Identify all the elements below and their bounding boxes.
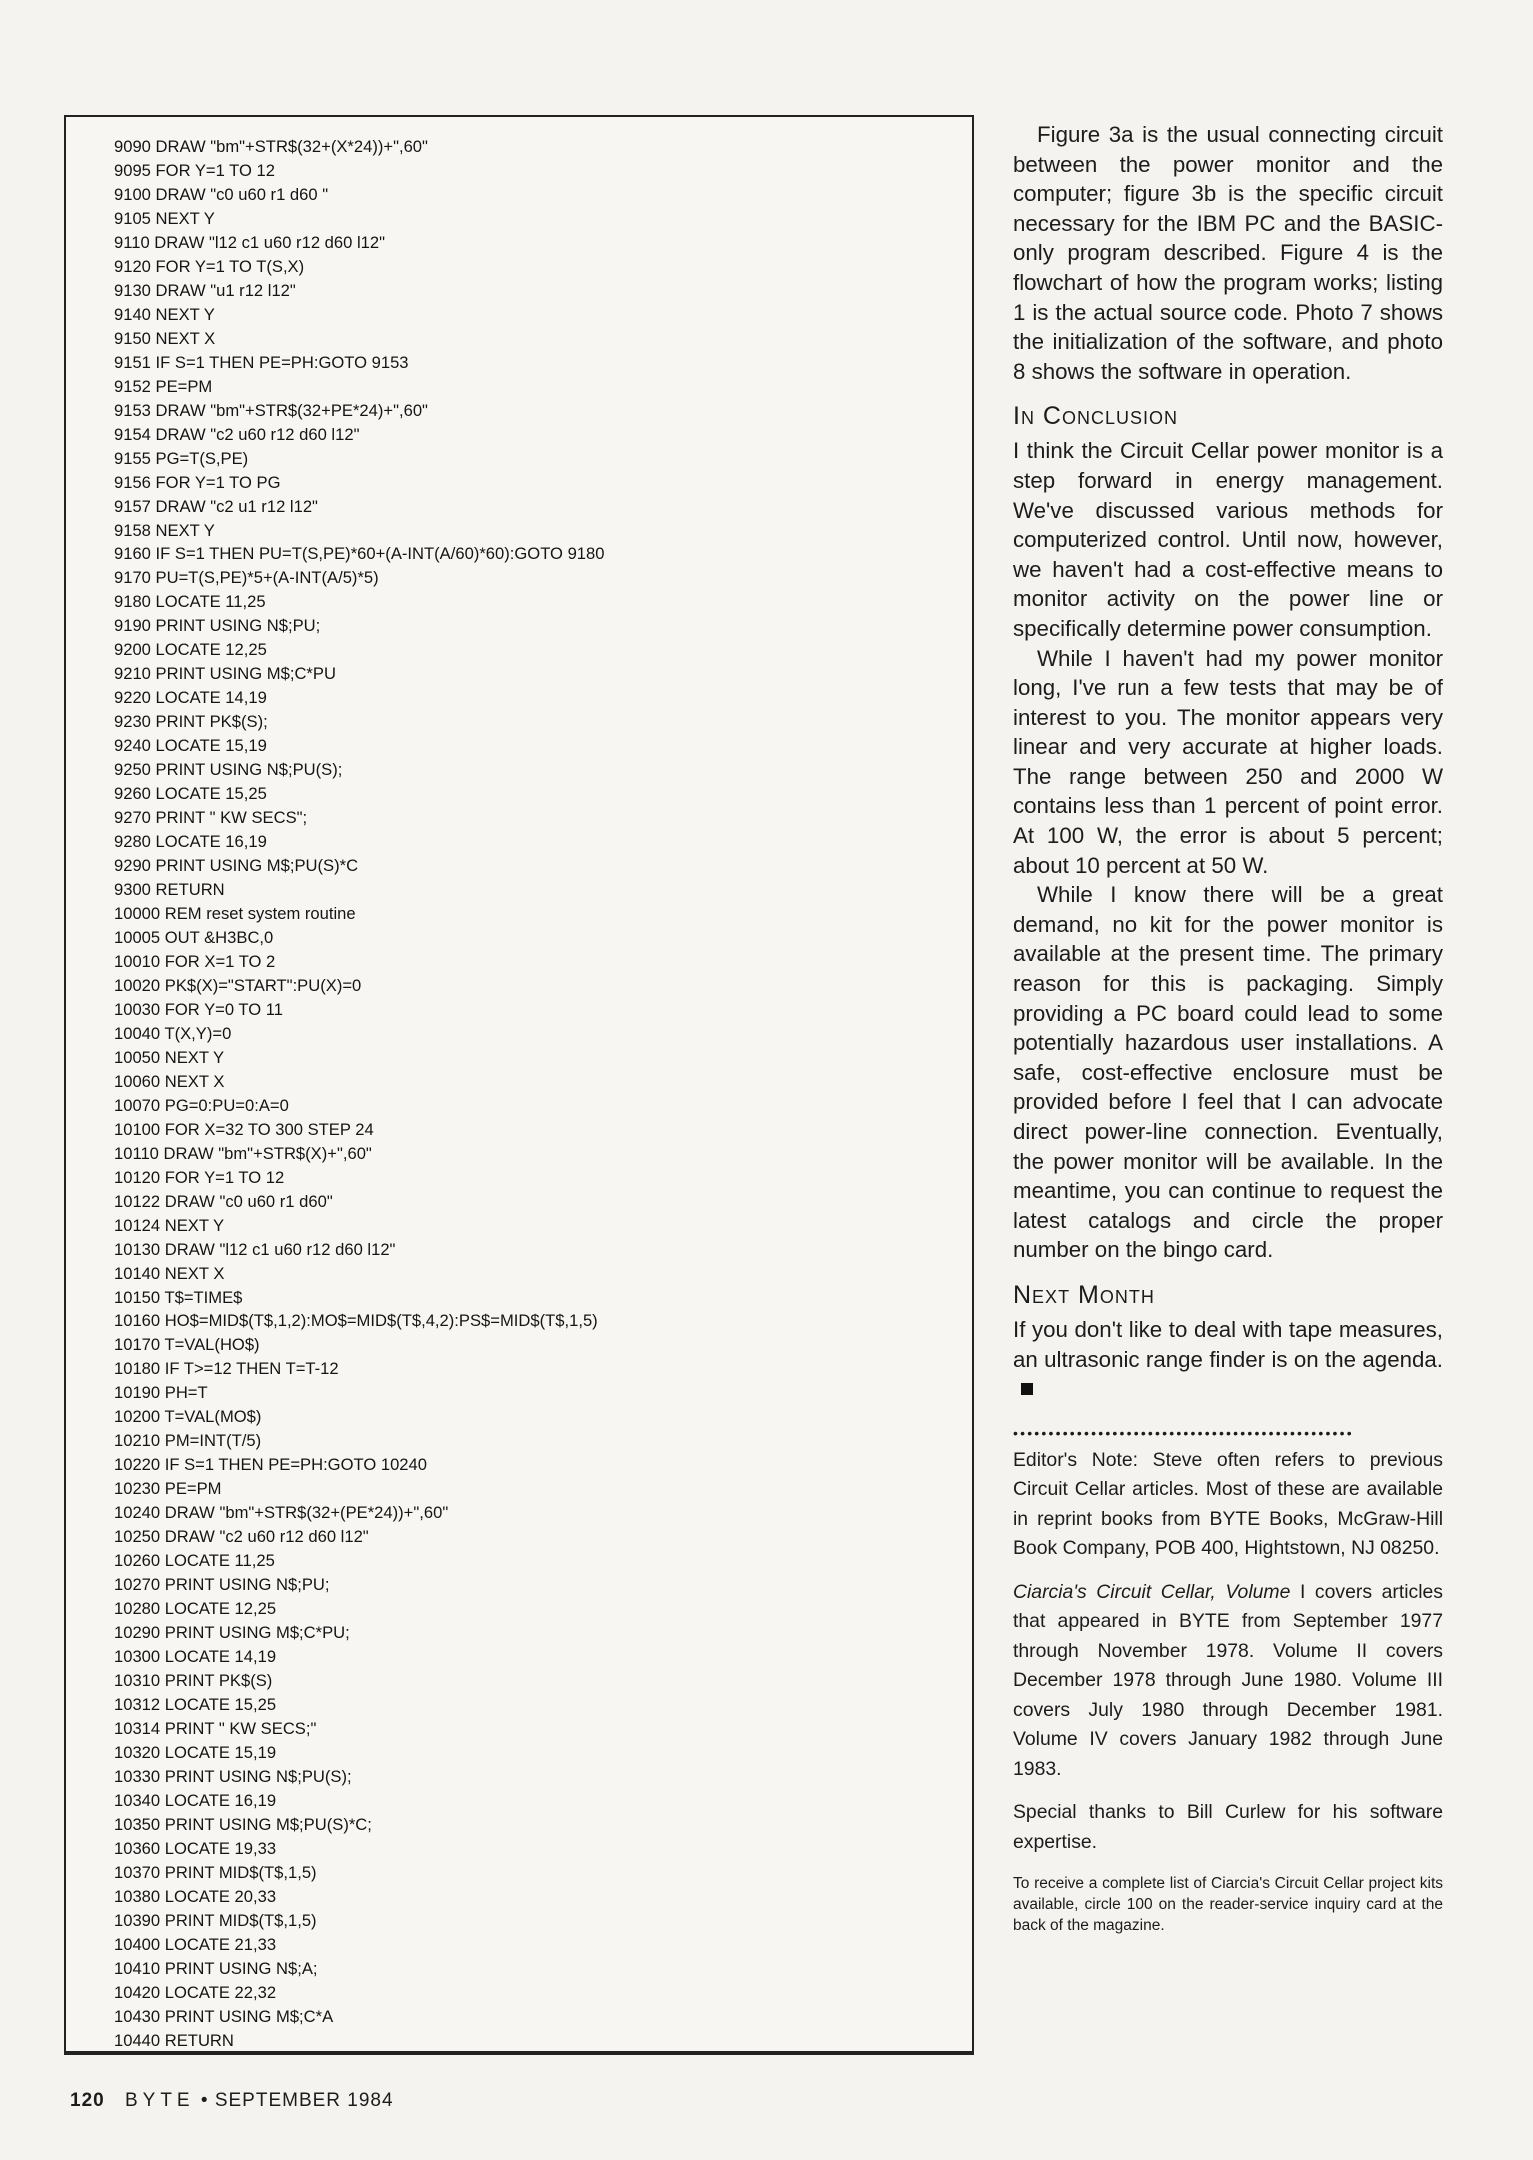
code-line: 9150 NEXT X [114,328,216,348]
code-line: 10010 FOR X=1 TO 2 [114,951,276,971]
code-line: 9153 DRAW "bm"+STR$(32+PE*24)+",60" [114,400,428,420]
code-line: 9170 PU=T(S,PE)*5+(A-INT(A/5)*5) [114,568,379,588]
code-line: 10190 PH=T [114,1383,208,1403]
code-line: 10030 FOR Y=0 TO 11 [114,999,283,1019]
code-line: 9230 PRINT PK$(S); [114,712,268,732]
footer-bullet: • [200,2090,215,2111]
code-line: 10260 LOCATE 11,25 [114,1551,275,1571]
page-number: 120 [70,2090,105,2111]
code-line: 10300 LOCATE 14,19 [114,1647,277,1667]
code-line: 10400 LOCATE 21,33 [114,1934,277,1954]
code-line: 9090 DRAW "bm"+STR$(32+(X*24))+",60" [114,137,428,156]
code-line: 10060 NEXT X [114,1071,225,1091]
code-line: 9100 DRAW "c0 u60 r1 d60 " [114,184,329,204]
code-line: 10020 PK$(X)="START":PU(X)=0 [114,975,362,995]
volumes-note [1013,1578,1443,1785]
code-line: 9210 PRINT USING M$;C*PU [114,664,336,684]
code-line: 10000 REM reset system routine [114,904,356,923]
code-line: 9180 LOCATE 11,25 [114,592,266,612]
editors-note: Editor's Note: Steve often refers to previous Circuit Cellar articles. Most of these are available in reprint books from BYTE Books, McGraw-Hill Book Company, POB 400, Hightstown, NJ 08250. [1013,1448,1443,1560]
code-line: 10310 PRINT PK$(S) [114,1671,273,1690]
code-line: 10410 PRINT USING N$;A; [114,1958,318,1978]
end-mark-icon [1021,1383,1033,1395]
code-line: 10340 LOCATE 16,19 [114,1790,277,1810]
code-line: 10180 IF T>=12 THEN T=T-12 [114,1359,339,1379]
conclusion-paragraph-2: While I haven't had my power monitor long, I've run a few tests that may be of interest to you. The monitor appears very linear and very accurate at higher loads. The range between 250 and 2000 W contains less than 1 percent of point error. At 100 W, the error is about 5 percent; about 10 percent at 50 W. [1013,645,1443,878]
code-line: 10420 LOCATE 22,32 [114,1982,277,2002]
code-line: 9260 LOCATE 15,25 [114,784,267,804]
code-line: 10220 IF S=1 THEN PE=PH:GOTO 10240 [114,1455,427,1475]
code-line: 10320 LOCATE 15,19 [114,1742,277,1762]
code-line: 10312 LOCATE 15,25 [114,1694,277,1714]
code-line: 9152 PE=PM [114,376,213,396]
intro-paragraph: Figure 3a is the usual connecting circuit between the power monitor and the computer; figure 3b is the specific circuit necessary for the IBM PC and the BASIC-only program described. Figure 4 is the flowchart of how the program works; listing 1 is the actual source code. Photo 7 shows the initialization of the software, and photo 8 shows the software in operation. [1013,122,1443,384]
kits-note: To receive a complete list of Ciarcia's Circuit Cellar project kits available, circle 100 on the reader-service inquiry card at the back of the magazine. [1013,1875,1443,1935]
next-month-heading: Next Month [1013,1280,1155,1309]
code-line: 10380 LOCATE 20,33 [114,1886,277,1906]
code-line: 9280 LOCATE 16,19 [114,832,267,852]
code-line: 10140 NEXT X [114,1263,225,1283]
volumes-text: I covers articles that appeared in BYTE from September 1977 through November 1978. Volume II covers December 1978 through June 1980. Volume III covers July 1980 through December 1981. Volume IV covers January 1982 through June 1983. [1013,1580,1444,1780]
code-line: 9240 LOCATE 15,19 [114,736,267,756]
code-line: 10100 FOR X=32 TO 300 STEP 24 [114,1119,374,1139]
code-line: 9130 DRAW "u1 r12 l12" [114,280,296,300]
code-line: 10070 PG=0:PU=0:A=0 [114,1095,289,1115]
code-line: 9155 PG=T(S,PE) [114,448,249,468]
code-line: 9270 PRINT " KW SECS"; [114,808,308,828]
code-line: 10360 LOCATE 19,33 [114,1838,277,1858]
code-line: 10350 PRINT USING M$;PU(S)*C; [114,1814,372,1834]
magazine-name: BYTE [124,2090,195,2111]
code-lines [114,135,604,2053]
code-line: 9105 NEXT Y [114,208,215,228]
conclusion-heading: In Conclusion [1013,402,1178,431]
code-line: 10200 T=VAL(MO$) [114,1407,262,1427]
code-line: 9160 IF S=1 THEN PU=T(S,PE)*60+(A-INT(A/60)*60):GOTO 9180 [114,544,605,564]
code-line: 10270 PRINT USING N$;PU; [114,1575,330,1595]
next-month-paragraph [1013,1315,1443,1404]
code-line: 10314 PRINT " KW SECS;" [114,1718,317,1738]
code-line: 10240 DRAW "bm"+STR$(32+(PE*24))+",60" [114,1503,449,1523]
code-line: 10370 PRINT MID$(T$,1,5) [114,1862,317,1882]
code-line: 10122 DRAW "c0 u60 r1 d60" [114,1191,333,1211]
conclusion-paragraph-3: While I know there will be a great demand, no kit for the power monitor is available at the present time. The primary reason for this is packaging. Simply providing a PC board could lead to some potentially hazardous user installations. A safe, cost-effective enclosure must be provided before I feel that I can advocate direct power-line connection. Eventually, the power monitor will be available. In the meantime, you can continue to request the latest catalogs and circle the proper number on the bingo card. [1013,882,1443,1263]
dotted-divider: •••••••••••••••••••••••••••••••••••••••••••••••• [1013,1425,1354,1440]
code-line: 10150 T$=TIME$ [114,1287,243,1307]
code-line: 10210 PM=INT(T/5) [114,1431,262,1451]
code-line: 9095 FOR Y=1 TO 12 [114,160,275,180]
code-line: 9250 PRINT USING N$;PU(S); [114,760,343,780]
code-line: 9158 NEXT Y [114,520,215,540]
code-line: 9300 RETURN [114,880,225,900]
code-line: 10390 PRINT MID$(T$,1,5) [114,1910,317,1930]
code-line: 10290 PRINT USING M$;C*PU; [114,1623,350,1643]
code-line: 9220 LOCATE 14,19 [114,688,267,708]
page-footer [70,2090,394,2112]
code-line: 10250 DRAW "c2 u60 r12 d60 l12" [114,1527,369,1547]
code-line: 10124 NEXT Y [114,1215,225,1235]
next-month-text: If you don't like to deal with tape measures, an ultrasonic range finder is on the agenda. [1013,1316,1443,1372]
conclusion-paragraph-1: I think the Circuit Cellar power monitor is a step forward in energy management. We've discussed various methods for computerized control. Until now, however, we haven't had a cost-effective means to monitor activity on the power line or specifically determine power consumption. [1013,438,1443,641]
code-line: 10280 LOCATE 12,25 [114,1599,277,1619]
code-line: 9156 FOR Y=1 TO PG [114,472,281,492]
code-line: 10160 HO$=MID$(T$,1,2):MO$=MID$(T$,4,2):PS$=MID$(T$,1,5) [114,1311,598,1331]
code-line: 10050 NEXT Y [114,1047,225,1067]
thanks-note: Special thanks to Bill Curlew for his software expertise. [1013,1801,1443,1853]
code-line: 10040 T(X,Y)=0 [114,1023,232,1043]
code-line: 9151 IF S=1 THEN PE=PH:GOTO 9153 [114,352,409,372]
code-line: 10430 PRINT USING M$;C*A [114,2006,334,2026]
code-line: 10110 DRAW "bm"+STR$(X)+",60" [114,1143,372,1163]
code-line: 9110 DRAW "l12 c1 u60 r12 d60 l12" [114,232,385,252]
code-line: 9154 DRAW "c2 u60 r12 d60 l12" [114,424,360,444]
program-listing [64,115,974,2055]
code-line: 9120 FOR Y=1 TO T(S,X) [114,256,305,276]
code-line: 10130 DRAW "l12 c1 u60 r12 d60 l12" [114,1239,396,1259]
code-line: 9200 LOCATE 12,25 [114,640,267,660]
code-line: 10005 OUT &H3BC,0 [114,927,274,947]
code-line: 9157 DRAW "c2 u1 r12 l12" [114,496,318,516]
article-column [1013,120,1443,1936]
code-line: 9190 PRINT USING N$;PU; [114,616,321,636]
code-line: 10120 FOR Y=1 TO 12 [114,1167,285,1187]
volumes-title: Ciarcia's Circuit Cellar, Volume [1013,1580,1291,1603]
code-line: 10440 RETURN [114,2030,234,2050]
issue-date: SEPTEMBER 1984 [214,2090,394,2111]
code-line: 10330 PRINT USING N$;PU(S); [114,1766,352,1786]
code-line: 10170 T=VAL(HO$) [114,1335,260,1355]
code-line: 9140 NEXT Y [114,304,215,324]
code-line: 10230 PE=PM [114,1479,222,1499]
code-line: 9290 PRINT USING M$;PU(S)*C [114,856,359,876]
